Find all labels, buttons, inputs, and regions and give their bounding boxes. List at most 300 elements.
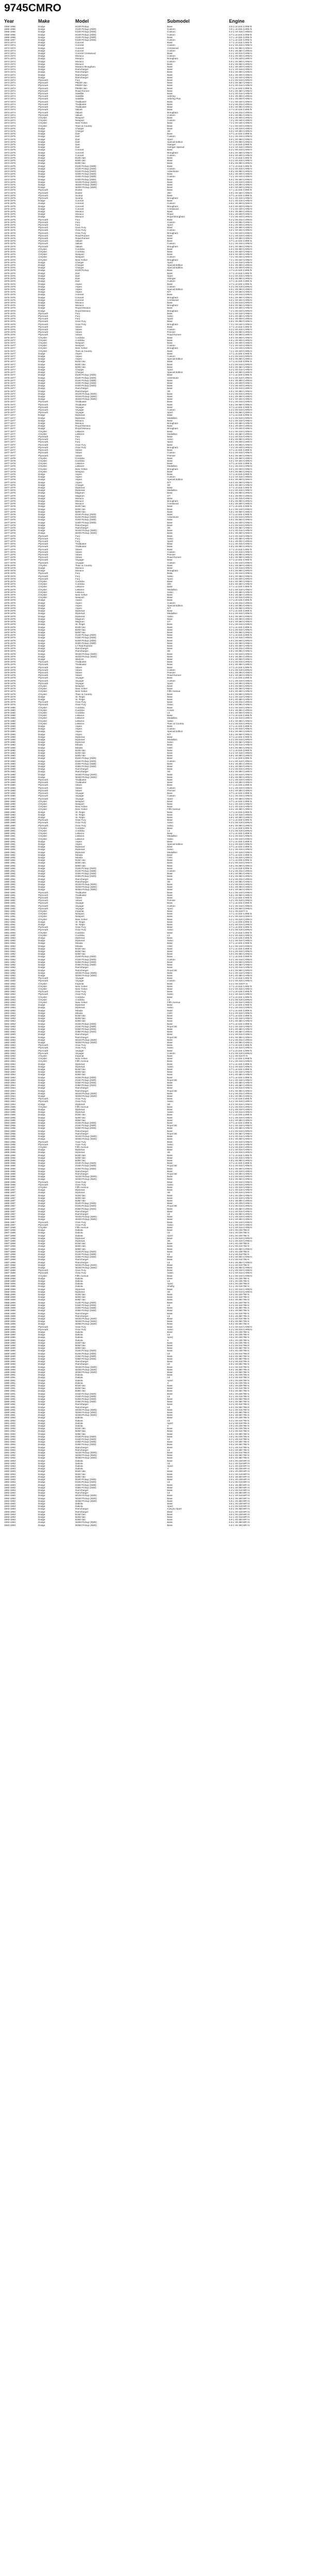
cell-year: 1974-1975 <box>3 167 37 170</box>
cell-model: LeBaron <box>74 720 166 722</box>
cell-model: Cordoba <box>75 995 85 998</box>
cell-engine: 3.7 L L6 225 CARB N <box>229 164 252 167</box>
cell-engine: 5.9 L V8 360 MFI N <box>229 1483 250 1486</box>
cell-model: Gran Fury <box>75 1140 86 1143</box>
cell-make: Dodge <box>37 1347 74 1349</box>
cell-make: Plymouth <box>38 781 48 784</box>
cell-year: 1975-1975 <box>3 237 37 240</box>
cell-engine: 5.9 L V8 360 CARB N <box>229 953 252 956</box>
cell-make: Dodge <box>37 634 74 636</box>
cell-model: D250 Pickup (2WD) <box>74 961 166 963</box>
cell-make: Plymouth <box>37 671 74 674</box>
cell-submodel: Custom <box>166 39 228 41</box>
cell-make: Dodge <box>38 1065 45 1068</box>
cell-make: Dodge <box>38 743 45 747</box>
cell-engine: 5.2 L V8 318 CARB N <box>229 1156 252 1159</box>
cell-submodel: Salon <box>167 1065 173 1068</box>
cell-year: 1987-1988 <box>3 1266 37 1269</box>
cell-engine: 5.9 L V8 360 CARB N <box>228 650 321 652</box>
cell-submodel: Base <box>167 1408 173 1411</box>
cell-model: Fifth Avenue <box>75 1145 89 1148</box>
cell-year: 1974-1975 <box>4 186 15 189</box>
cell-engine: 3.7 L L6 225 CARB N <box>228 902 321 904</box>
cell-year: 1974-1974 <box>4 46 15 49</box>
cell-engine: 5.9 L V8 360 CARB N <box>229 765 252 768</box>
cell-model: Magnum <box>74 618 166 620</box>
cell-model: Diplomat <box>75 1065 85 1068</box>
cell-submodel: Custom <box>167 229 175 232</box>
cell-year: 1975-1975 <box>4 213 15 216</box>
cell-year: 1975-1975 <box>3 210 37 213</box>
cell-year: 1974-1975 <box>3 141 37 143</box>
cell-submodel: Base <box>166 248 228 250</box>
cell-submodel: LE <box>167 1376 170 1379</box>
cell-model: Road Runner <box>74 237 166 240</box>
cell-engine: 3.7 L L6 225 CARB N <box>228 1063 321 1065</box>
cell-year: 1984-1985 <box>3 1132 37 1135</box>
cell-engine: 7.2 L V8 440 CARB N <box>228 259 321 261</box>
cell-submodel: Base <box>167 1435 173 1438</box>
cell-engine: 5.2 L V8 318 CARB N <box>228 1052 321 1055</box>
cell-year: 1992-1993 <box>3 1481 37 1483</box>
cell-year: 1986-1987 <box>3 1197 37 1199</box>
cell-model: B350 Van <box>74 1389 166 1392</box>
cell-submodel: Base <box>167 1092 173 1095</box>
cell-engine: 5.9 L V8 360 TBI N <box>228 1363 321 1365</box>
cell-submodel: Base <box>167 1215 173 1218</box>
cell-model: W200 Pickup (4WD) <box>74 532 166 534</box>
cell-model: B100 Van <box>75 749 86 752</box>
cell-engine: 6.6 L V8 400 CARB N <box>229 154 252 157</box>
cell-year: 1982-1983 <box>4 995 15 998</box>
cell-model: Aspen <box>74 843 166 845</box>
cell-engine: 5.2 L V8 318 CARB N <box>229 567 252 570</box>
cell-model: Town & Country <box>74 350 166 352</box>
cell-make: Chrysler <box>37 714 74 717</box>
cell-make: Dodge <box>38 1290 45 1293</box>
cell-year: 1987-1988 <box>3 1234 37 1237</box>
cell-year: 1974-1975 <box>4 127 15 130</box>
cell-year: 1980-1981 <box>4 861 15 865</box>
cell-make: Dodge <box>38 1456 45 1460</box>
cell-year: 1991-1992 <box>3 1427 37 1430</box>
cell-model: LeBaron <box>75 835 85 838</box>
cell-model: D300 Pickup (2WD) <box>74 178 166 181</box>
cell-submodel: Base <box>167 1360 173 1363</box>
cell-model: St. Regis <box>75 920 85 923</box>
cell-model: Trailduster <box>74 660 166 663</box>
cell-submodel: Base <box>167 1140 173 1143</box>
cell-model: D350 Pickup (2WD) <box>74 875 166 877</box>
cell-year: 1981-1982 <box>4 969 15 972</box>
cell-submodel: Base <box>166 1197 228 1199</box>
cell-model: Aspen <box>75 733 83 736</box>
cell-make: Plymouth <box>37 1272 74 1274</box>
cell-make: Dodge <box>38 261 45 264</box>
cell-year: 1979-1979 <box>3 698 37 701</box>
cell-make: Dodge <box>38 1446 45 1449</box>
cell-year: 1979-1980 <box>4 770 15 773</box>
cell-submodel: Base <box>167 567 173 570</box>
cell-submodel: Base <box>166 71 228 73</box>
cell-model: Dakota <box>74 1379 166 1382</box>
cell-model: LeBaron <box>75 432 85 435</box>
cell-model: D100 Pickup (2WD) <box>75 1301 96 1304</box>
cell-engine: 5.9 L V8 360 CARB N <box>229 893 252 896</box>
cell-engine: 5.9 L V8 360 CARB N <box>228 403 321 406</box>
cell-year: 1990-1991 <box>4 1408 15 1411</box>
cell-engine: 5.9 L V8 360 CARB N <box>228 333 321 336</box>
cell-model: D100 Pickup (2WD) <box>74 167 166 170</box>
cell-submodel: Salon <box>166 591 228 594</box>
cell-year: 1978-1979 <box>4 674 15 677</box>
cell-model: Scamp <box>74 194 166 197</box>
cell-year: 1976-1977 <box>3 403 37 406</box>
cell-year: 1991-1992 <box>4 1435 15 1438</box>
cell-submodel: Base <box>166 178 228 181</box>
cell-make: Dodge <box>37 377 74 379</box>
cell-model: Newport <box>75 256 85 259</box>
cell-year: 1980-1981 <box>3 875 37 877</box>
cell-make: Plymouth <box>38 679 48 682</box>
cell-model: Gran Fury <box>74 1046 166 1049</box>
cell-year: 1978-1979 <box>4 647 15 650</box>
cell-submodel: Base <box>167 159 173 162</box>
cell-make: Dodge <box>37 945 74 947</box>
cell-year: 1976-1977 <box>3 360 37 363</box>
cell-submodel: Base <box>166 103 228 106</box>
cell-make: Dodge <box>38 272 45 275</box>
cell-make: Dodge <box>38 1113 45 1116</box>
cell-make: Dodge <box>37 1036 74 1039</box>
cell-year: 1983-1984 <box>3 1068 37 1071</box>
cell-make: Dodge <box>38 1408 45 1411</box>
cell-year: 1979-1980 <box>3 725 37 727</box>
cell-year: 1974-1974 <box>4 62 15 65</box>
cell-submodel: Base <box>167 775 173 778</box>
cell-submodel: LE <box>167 1462 170 1465</box>
cell-engine: 5.9 L V8 360 CARB N <box>228 730 321 733</box>
cell-year: 1975-1976 <box>3 269 37 272</box>
cell-submodel: Brougham <box>166 151 228 154</box>
cell-engine: 5.9 L V8 360 CARB N <box>229 320 252 323</box>
cell-submodel: Base <box>167 647 173 650</box>
cell-make: Dodge <box>37 210 74 213</box>
cell-engine: 5.2 L V8 318 CARB N <box>228 1111 321 1113</box>
cell-submodel: Base <box>167 1038 173 1041</box>
cell-year: 1988-1989 <box>3 1277 37 1280</box>
cell-submodel: CMX <box>166 945 228 947</box>
cell-model: Dakota <box>75 1505 83 1508</box>
cell-make: Chrysler <box>38 341 47 344</box>
cell-model: Monaco Brougham <box>74 65 166 68</box>
cell-submodel: Base <box>167 1097 173 1100</box>
cell-make: Dodge <box>38 1370 45 1374</box>
cell-year: 1979-1980 <box>3 778 37 781</box>
cell-model: D150 Pickup (2WD) <box>75 867 96 870</box>
cell-submodel: R/T <box>167 733 171 736</box>
cell-engine: 5.2 L V8 318 CARB N <box>229 68 252 71</box>
cell-model: Diplomat <box>75 1189 85 1192</box>
cell-year: 1977-1978 <box>3 516 37 518</box>
cell-year: 1978-1979 <box>4 641 15 645</box>
cell-model: New Yorker <box>75 985 88 988</box>
cell-make: Dodge <box>37 39 74 41</box>
cell-submodel: Brougham <box>166 296 228 299</box>
cell-engine: 5.9 L V8 360 TBI N <box>229 1414 249 1417</box>
cell-model: Aspen <box>75 358 83 361</box>
cell-submodel: LE <box>166 1363 228 1365</box>
cell-year: 1982-1983 <box>4 1033 15 1036</box>
cell-model: Gran Fury <box>74 226 166 229</box>
cell-model: Volare <box>74 784 166 786</box>
cell-engine: 3.7 L L6 225 CARB N <box>229 937 252 940</box>
cell-year: 1982-1983 <box>3 1030 37 1033</box>
cell-year: 1988-1989 <box>4 1317 15 1320</box>
cell-submodel: Base <box>167 1236 173 1240</box>
cell-engine: 5.2 L V8 318 CARB N <box>229 636 252 639</box>
cell-engine: 5.2 L V8 318 CARB N <box>229 883 252 886</box>
cell-model: Aspen <box>75 287 83 291</box>
cell-year: 1981-1982 <box>4 937 15 940</box>
cell-year: 1975-1976 <box>3 280 37 282</box>
cell-model: Coronet <box>75 148 84 151</box>
cell-engine: 5.2 L V8 318 CARB N <box>229 400 252 403</box>
cell-submodel: Base <box>166 950 228 953</box>
cell-model: Diplomat <box>75 738 85 741</box>
cell-year: 1977-1977 <box>4 438 15 441</box>
cell-model: Warlock <box>75 657 84 660</box>
cell-make: Dodge <box>37 307 74 309</box>
cell-submodel: Special Edition <box>167 287 183 291</box>
cell-year: 1982-1983 <box>4 1049 15 1052</box>
cell-year: 1990-1991 <box>3 1411 37 1414</box>
cell-model: Gran Fury <box>74 1143 166 1146</box>
application-table <box>3 19 321 1527</box>
cell-engine: 3.9 L V6 239 TBI N <box>228 1234 321 1237</box>
cell-year: 1977-1977 <box>4 432 15 435</box>
cell-submodel: Fifth Avenue <box>167 808 181 811</box>
cell-submodel: Sport <box>166 1422 228 1425</box>
cell-year: 1974-1974 <box>4 84 15 87</box>
cell-submodel: Base <box>166 912 228 915</box>
cell-year: 1978-1979 <box>4 652 15 655</box>
cell-engine: 5.2 L V8 318 CARB N <box>229 1065 252 1068</box>
cell-submodel: Salon <box>166 741 228 743</box>
cell-model: Aspen <box>74 602 166 604</box>
cell-year: 1980-1981 <box>3 865 37 867</box>
cell-model: Ramcharger <box>74 1406 166 1409</box>
cell-year: 1981-1981 <box>3 923 37 926</box>
cell-year: 1981-1982 <box>3 977 37 979</box>
document-page <box>3 2 321 1527</box>
cell-make: Plymouth <box>37 323 74 326</box>
cell-submodel: Base <box>167 529 173 532</box>
cell-make: Dodge <box>37 1197 74 1199</box>
cell-make: Dodge <box>37 1358 74 1360</box>
cell-engine: 5.9 L V8 360 CARB N <box>229 518 252 521</box>
cell-engine: 5.9 L V8 360 CARB N <box>228 537 321 540</box>
cell-make: Chrysler <box>38 256 47 259</box>
cell-model: Cordoba <box>75 250 85 253</box>
cell-engine: 7.2 L V8 440 CARB N <box>228 119 321 122</box>
cell-submodel: Medallion <box>167 738 177 741</box>
cell-year: 1982-1983 <box>3 1009 37 1012</box>
cell-make: Dodge <box>37 71 74 73</box>
cell-model: LeBaron <box>75 465 85 468</box>
cell-submodel: Base <box>167 41 173 44</box>
cell-submodel: LS <box>166 998 228 1001</box>
cell-make: Plymouth <box>38 95 48 98</box>
cell-submodel: Base <box>167 1521 173 1524</box>
cell-submodel: Brougham <box>167 245 179 248</box>
cell-engine: 5.9 L V8 360 TBI N <box>229 1398 249 1400</box>
cell-submodel: Base <box>167 293 173 296</box>
cell-make: Plymouth <box>37 333 74 336</box>
cell-model: Mirada <box>75 942 83 945</box>
cell-submodel: Base <box>167 1344 173 1347</box>
cell-make: Dodge <box>38 1038 45 1041</box>
cell-make: Dodge <box>38 127 45 130</box>
cell-year: 1966-1966 <box>4 25 15 28</box>
cell-model: Gran Fury <box>74 703 166 706</box>
cell-engine: 5.2 L V8 318 CARB N <box>228 285 321 288</box>
cell-submodel: Base <box>166 1266 228 1269</box>
cell-year: 1983-1984 <box>3 1095 37 1097</box>
cell-submodel: Custom <box>167 668 175 671</box>
cell-make: Dodge <box>37 28 74 30</box>
cell-make: Dodge <box>38 867 45 870</box>
cell-year: 1978-1979 <box>4 588 15 591</box>
cell-year: 1977-1978 <box>3 558 37 561</box>
cell-model: Voyager <box>75 1049 84 1052</box>
cell-year: 1982-1983 <box>4 1038 15 1041</box>
cell-make: Dodge <box>38 1435 45 1438</box>
cell-model: Gran Fury <box>75 320 86 323</box>
cell-engine: 5.9 L V8 360 CARB N <box>229 170 252 173</box>
cell-engine: 5.2 L V8 318 CARB N <box>228 409 321 411</box>
cell-make: Dodge <box>38 1231 45 1234</box>
cell-year: 1984-1985 <box>3 1143 37 1146</box>
cell-engine: 5.9 L V8 360 CARB N <box>228 1030 321 1033</box>
cell-engine: 5.9 L V8 360 CARB N <box>228 789 321 792</box>
cell-engine: 3.7 L L6 225 CARB N <box>229 845 252 849</box>
cell-make: Dodge <box>38 1103 45 1106</box>
cell-engine: 5.9 L V8 360 CARB N <box>229 711 252 714</box>
cell-engine: 3.7 L L6 225 CARB N <box>228 558 321 561</box>
cell-model: Coronet <box>75 298 84 301</box>
cell-year: 1975-1975 <box>4 224 15 227</box>
cell-year: 1988-1989 <box>4 1290 15 1293</box>
cell-make: Dodge <box>37 178 74 181</box>
cell-submodel: Base <box>167 518 173 521</box>
cell-submodel: Swinger <box>167 143 176 146</box>
cell-make: Plymouth <box>37 821 74 824</box>
cell-year: 1980-1980 <box>4 824 15 827</box>
cell-submodel: Custom <box>166 355 228 358</box>
cell-make: Dodge <box>38 1317 45 1320</box>
cell-make: Chrysler <box>37 339 74 342</box>
cell-make: Dodge <box>38 963 45 967</box>
cell-engine: 5.9 L V8 360 CARB N <box>229 438 252 441</box>
cell-make: Dodge <box>38 1081 45 1084</box>
cell-submodel: Base <box>166 698 228 701</box>
cell-submodel: Custom <box>167 759 175 762</box>
cell-model: B250 Van <box>74 1116 166 1119</box>
cell-model: W150 Pickup (4WD) <box>75 1365 97 1368</box>
cell-engine: 3.7 L L6 225 CARB N <box>228 548 321 551</box>
cell-model: Dakota <box>74 1502 166 1505</box>
cell-make: Dodge <box>38 749 45 752</box>
cell-submodel: Base <box>166 360 228 363</box>
cell-make: Dodge <box>38 379 45 382</box>
cell-model: Dakota <box>74 1374 166 1376</box>
cell-submodel: Royal SE <box>167 1205 177 1208</box>
cell-year: 1981-1982 <box>4 931 15 934</box>
cell-submodel: Base <box>166 618 228 620</box>
cell-engine: 5.2 L V8 318 CARB N <box>229 1001 252 1004</box>
cell-make: Dodge <box>38 180 45 183</box>
cell-year: 1974-1975 <box>4 197 15 199</box>
cell-engine: 3.7 L L6 225 CARB N <box>229 867 252 870</box>
cell-submodel: SE <box>166 1191 228 1194</box>
cell-model: W150 Pickup (4WD) <box>75 1317 97 1320</box>
cell-year: 1983-1984 <box>3 1084 37 1087</box>
cell-engine: 5.2 L V8 318 TBI N <box>228 1245 321 1247</box>
cell-make: Dodge <box>38 1076 45 1079</box>
cell-make: Dodge <box>37 1352 74 1355</box>
cell-year: 1974-1975 <box>3 189 37 191</box>
cell-submodel: LS <box>167 711 170 714</box>
cell-engine: 5.9 L V8 360 CARB N <box>228 1036 321 1039</box>
cell-model: Diplomat <box>74 1148 166 1151</box>
cell-year: 1979-1980 <box>4 792 15 795</box>
cell-year: 1982-1982 <box>3 988 37 990</box>
cell-engine: 5.2 L V8 318 MFI N <box>229 1510 250 1513</box>
cell-year: 1978-1979 <box>3 623 37 625</box>
cell-submodel: Base <box>167 1226 173 1229</box>
cell-engine: 5.2 L V8 318 CARB N <box>228 430 321 433</box>
cell-make: Plymouth <box>37 789 74 792</box>
cell-submodel: Base <box>167 443 173 446</box>
cell-model: D150 Pickup (2WD) <box>74 757 166 759</box>
cell-make: Chrysler <box>37 457 74 460</box>
cell-engine: 5.2 L V8 318 MFI N <box>229 1505 250 1508</box>
cell-submodel: Base <box>167 1269 173 1272</box>
cell-engine: 5.2 L V8 318 CARB N <box>229 218 252 221</box>
cell-submodel: Custom <box>167 256 175 259</box>
cell-year: 1977-1978 <box>3 553 37 556</box>
cell-model: Gran Fury <box>75 1183 86 1186</box>
cell-engine: 5.2 L V8 318 CARB N <box>228 1100 321 1103</box>
cell-model: St. Regis <box>74 811 166 814</box>
cell-model: Gran Fury <box>74 1272 166 1274</box>
cell-year: 1989-1990 <box>4 1370 15 1374</box>
cell-engine: 5.9 L V8 360 CARB N <box>228 114 321 116</box>
cell-model: B350 Van <box>75 1118 86 1122</box>
cell-submodel: Base <box>166 1154 228 1157</box>
cell-engine: 5.9 L V8 360 CARB N <box>229 1247 252 1250</box>
cell-engine: 3.9 L V6 239 TBI N <box>229 1280 249 1283</box>
cell-model: B250 Van <box>75 1430 86 1433</box>
cell-make: Chrysler <box>37 912 74 915</box>
cell-engine: 3.7 L L6 225 CARB N <box>228 800 321 803</box>
cell-make: Dodge <box>38 213 45 216</box>
cell-engine: 5.2 L V8 318 CARB N <box>228 516 321 518</box>
cell-submodel: Crestwood <box>167 502 179 505</box>
cell-year: 1985-1986 <box>3 1164 37 1167</box>
cell-make: Dodge <box>37 76 74 79</box>
